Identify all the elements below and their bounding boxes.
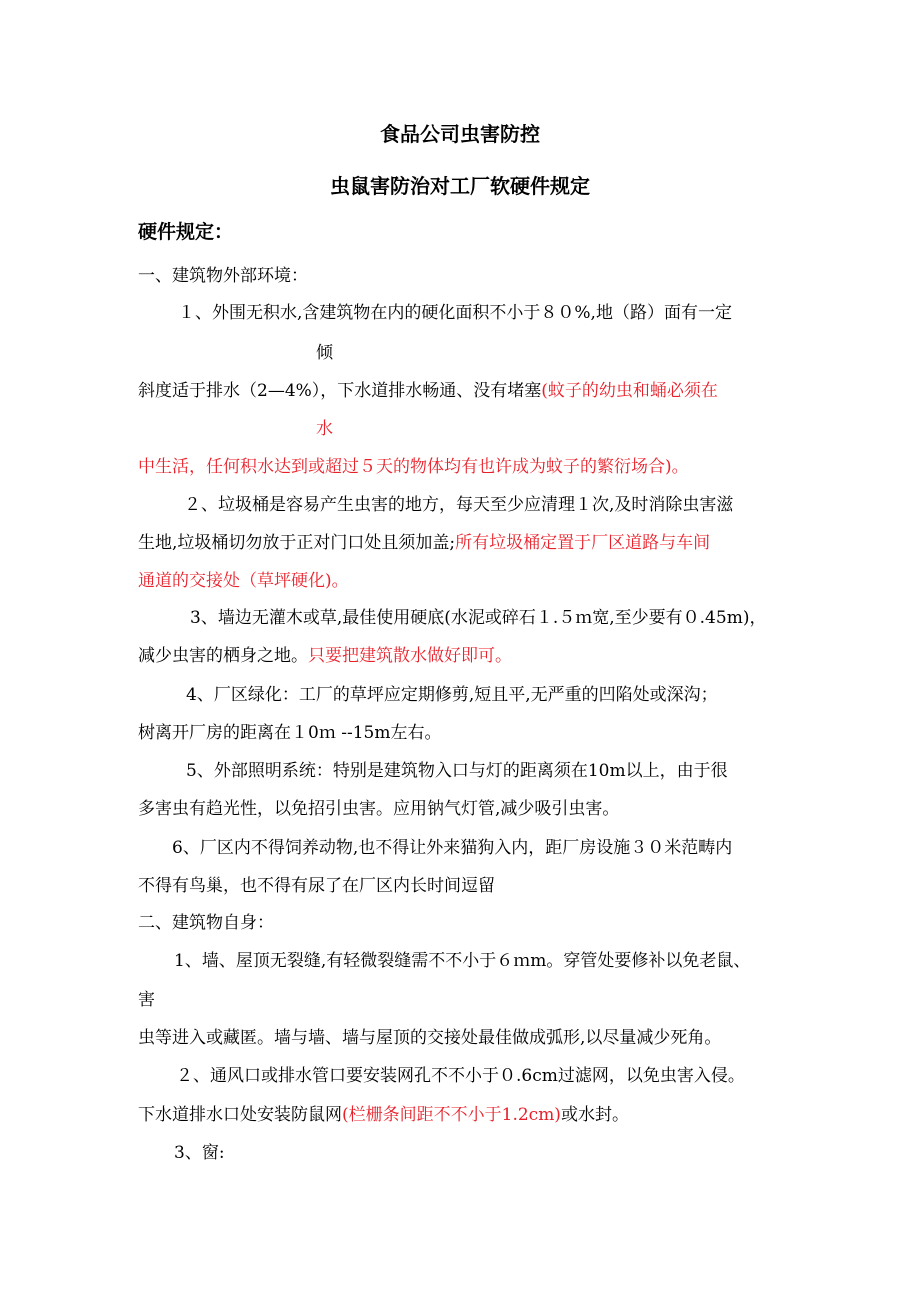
p1-item3-line1: 3、墙边无灌木或草,最佳使用硬底(水泥或碎石１.５ｍ宽,至少要有０.45m)，: [190, 608, 767, 628]
p1-item1-line4: 水: [316, 419, 333, 439]
p2-item3-line1: 3、窗:: [174, 1143, 225, 1163]
p1-item5-line2: 多害虫有趋光性，以免招引虫害。应用钠气灯管,减少吸引虫害。: [138, 799, 620, 819]
p1-item6-line1: 6、厂区内不得饲养动物,也不得让外来猫狗入内，距厂房设施３０米范畴内: [172, 838, 733, 858]
p1-item1-line1: １、外围无积水,含建筑物在内的硬化面积不小于８０%,地（路）面有一定: [178, 303, 732, 323]
p2-item1-line1: 1、墙、屋顶无裂缝,有轻微裂缝需不不小于６ｍm。穿管处要修补以免老鼠、: [174, 951, 751, 971]
p1-item1-line3-text: 斜度适于排水（2—4%），下水道排水畅通、没有堵塞: [138, 381, 542, 401]
p1-item1-line3-note: (蚊子的幼虫和蛹必须在: [541, 381, 718, 401]
p1-item2-line3: 通道的交接处（草坪硬化)。: [138, 571, 349, 591]
p2-item1-line3: 虫等进入或藏匿。墙与墙、墙与屋顶的交接处最佳做成弧形,以尽量减少死角。: [138, 1028, 722, 1048]
p1-item3-line2: [138, 645, 512, 667]
p2-item2-line2-end: 或水封。: [560, 1105, 629, 1125]
p1-item4-line2: 树离开厂房的距离在１0ｍ --15m左右。: [138, 723, 442, 743]
p1-item1-line3: [138, 380, 718, 402]
p2-item2-line2: [138, 1104, 629, 1126]
document-title: 食品公司虫害防控: [380, 122, 540, 146]
p1-item6-line2: 不得有鸟巢，也不得有尿了在厂区内长时间逗留: [138, 876, 495, 896]
p1-item4-line1: 4、厂区绿化：工厂的草坪应定期修剪,短且平,无严重的凹陷处或深沟；: [186, 685, 718, 705]
document-subtitle: 虫鼠害防治对工厂软硬件规定: [330, 174, 590, 198]
p1-item2-line2-text: 生地,垃圾桶切勿放于正对门口处且须加盖;: [138, 533, 456, 553]
p1-item3-line2-text: 减少虫害的栖身之地。: [138, 646, 308, 666]
section-heading-hardware: 硬件规定：: [138, 221, 234, 243]
p1-item2-line1: ２、垃圾桶是容易产生虫害的地方，每天至少应清理１次,及时消除虫害滋: [184, 495, 734, 515]
part2-heading: 二、建筑物自身：: [138, 913, 274, 933]
p2-item2-line2-note: (栏栅条间距不不小于1.2cm): [342, 1105, 561, 1125]
p2-item1-line2: 害: [138, 990, 155, 1010]
p1-item1-line2: 倾: [316, 343, 333, 363]
p1-item2-line2-note: 所有垃圾桶定置于厂区道路与车间: [455, 533, 711, 553]
p2-item2-line1: ２、通风口或排水管口要安装网孔不不小于０.6cm过滤网，以免虫害入侵。: [176, 1066, 745, 1086]
p1-item5-line1: 5、外部照明系统：特别是建筑物入口与灯的距离须在10m以上，由于很: [186, 761, 728, 781]
p1-item2-line2: [138, 532, 710, 554]
part1-heading: 一、建筑物外部环境：: [138, 266, 308, 286]
p1-item3-line2-note: 只要把建筑散水做好即可。: [308, 646, 512, 666]
p1-item1-line5: 中生活，任何积水达到或超过５天的物体均有也许成为蚊子的繁衍场合)。: [138, 457, 689, 477]
p2-item2-line2-text: 下水道排水口处安装防鼠网: [138, 1105, 342, 1125]
